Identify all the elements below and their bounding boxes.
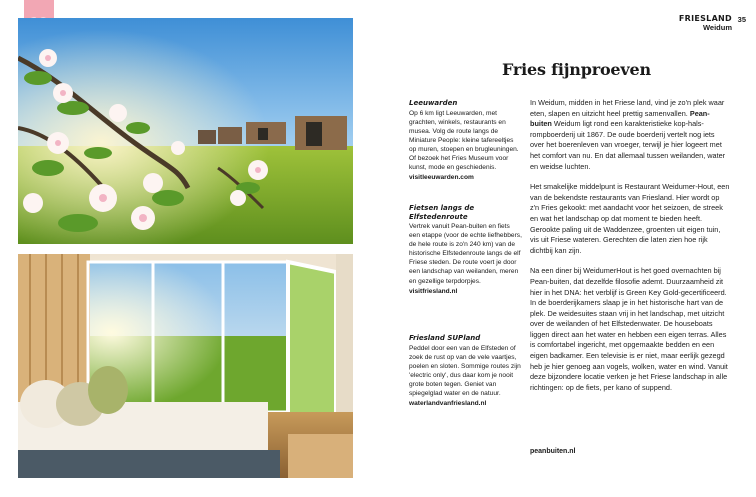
- article-title: Fries fijnproeven: [502, 60, 651, 79]
- sidebar-body: Vertrek vanuit Pean-buiten en fiets een etappe (voor de echte liefhebbers, de hele route is zo'n 240 km) van de historische Elfstedenroute langs de elf Friese steden. De route voert je door een landschap van weilanden, meren en gezellige terpdorpjes.: [409, 223, 522, 285]
- article-paragraph-1: [530, 98, 730, 172]
- sidebar-block-leeuwarden: [409, 99, 522, 182]
- venue-name: Pean-buiten: [530, 108, 710, 129]
- header-region: FRIESLAND: [678, 14, 732, 23]
- sidebar-heading: Fietsen langs de Elfstedenroute: [409, 204, 475, 221]
- article-paragraph-3: Na een diner bij WeidumerHout is het goed overnachten bij Pean-buiten, dat dezelfde filosofie ademt. Duurzaamheid zit hier in het DNA: het verblijf is Green Key Gold-gecertificeerd. In de boerderijkamers slaap je in het historische hart van de plek. De weidesuites staan vrij in het landschap, met uitzicht over de weilanden of het Elfstedenwater. De houseboats liggen direct aan het water en hebben een eigen terras. Alles is comfortabel ingericht, met opgemaakte bedden en een eigen badkamer. Een televisie is er niet, maar eerlijk gezegd heb je hier genoeg aan vogels, wolken, water en wind. Vanuit deze bijzondere locatie verken je het Friese landschap in alle richtingen: op de fiets, per kano of suppend.: [530, 266, 728, 392]
- paragraph-text: Weidum ligt rond een karakteristieke kop-hals-rompboerderij uit 1867. De oude boerderij vertelt nog iets over het boerenleven van vroeger, terwijl je hier logeert met het comfort van nu. En dat allemaal tussen weilanden, water en weidse luchten.: [530, 119, 726, 171]
- sidebar-link[interactable]: visitfriesland.nl: [409, 287, 458, 295]
- sidebar-block-supland: [409, 334, 522, 408]
- article-link[interactable]: peanbuiten.nl: [530, 448, 576, 455]
- header-subregion: Weidum: [702, 23, 732, 32]
- paragraph-text: In Weidum, midden in het Friese land, vind je zo'n plek waar eten, slapen en uitzicht heel prettig samenvallen.: [530, 98, 725, 118]
- photo-blossom-cabins: [18, 18, 353, 244]
- sidebar-body: Peddel door een van de Elfsteden of zoek de rust op van de vele vaartjes, poelen en sloten. Sommige routes zijn 'electric only', dus daar kom je nooit grote boten tegen. Geniet van spiegelglad water en de natuur.: [409, 344, 521, 397]
- sidebar-heading: Leeuwarden: [409, 99, 458, 107]
- photo-bedroom-view: [18, 254, 353, 478]
- sidebar-link[interactable]: waterlandvanfriesland.nl: [409, 400, 487, 408]
- sidebar-block-elfstedenroute: [409, 204, 522, 296]
- page-number: 35: [737, 15, 746, 24]
- sidebar-link[interactable]: visitleeuwarden.com: [409, 174, 474, 182]
- sidebar-heading: Friesland SUPland: [409, 334, 481, 342]
- article-body: [530, 98, 730, 403]
- sidebar-body: Op 6 km ligt Leeuwarden, met grachten, winkels, restaurants en musea. Volg de route langs de Miniature People: kleine tafereeltjes op muren, stoepen en brugleuningen. Of bezoek het Fries Museum voor kunst, mode en geschiedenis.: [409, 109, 519, 172]
- article-paragraph-2: Het smakelijke middelpunt is Restaurant Weidumer-Hout, een van de bekendste restaurants van Friesland. Hier wordt op z'n Fries gekookt: met aandacht voor het seizoen, de streek en wat het landschap op dat moment te bieden heeft. Gerookte paling uit de Waddenzee, groenten uit eigen tuin, vis uit Friese wateren. Gerechten die laten zien hoe rijk dichtbij kan zijn.: [530, 182, 730, 255]
- running-header: [679, 14, 732, 32]
